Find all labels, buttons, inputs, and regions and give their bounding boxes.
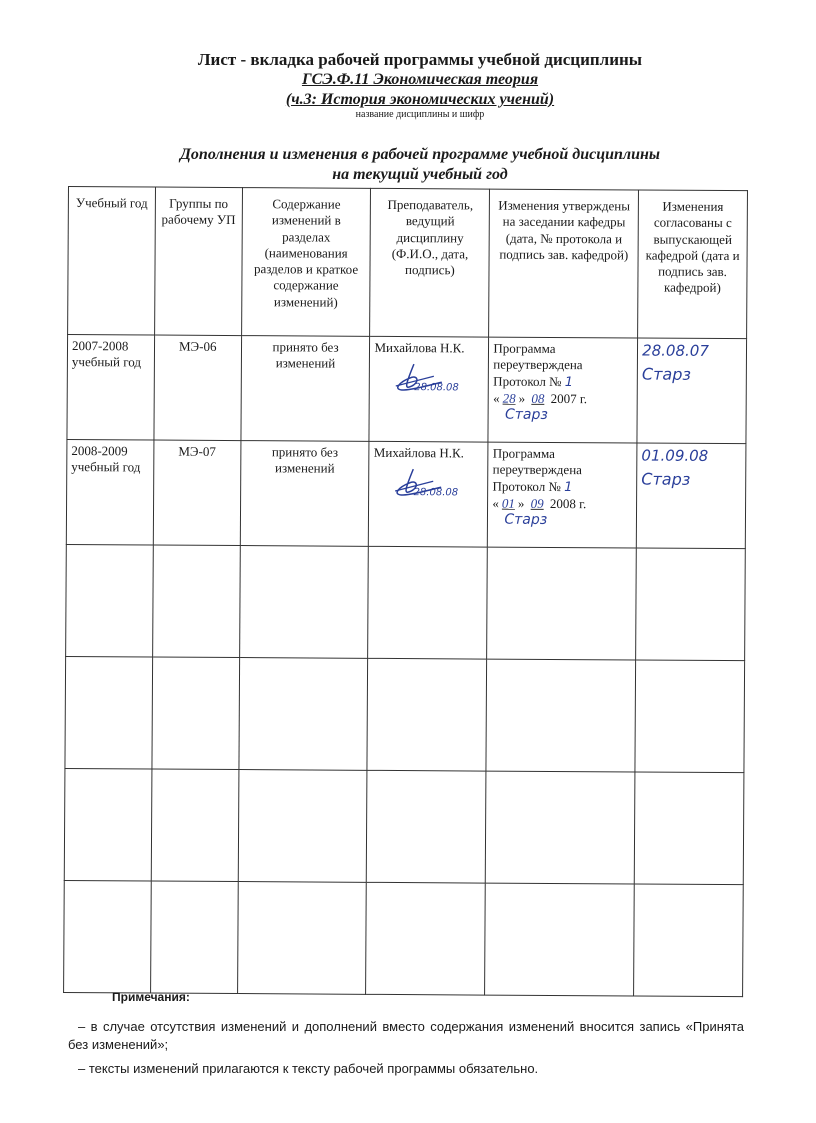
header-approval: Изменения утверждены на заседании кафедры (дата, № протокола и подпись зав. кафедрой) <box>489 189 639 338</box>
header-groups: Группы по рабочему УП <box>154 187 242 336</box>
approval-text: Программа переутверждена <box>492 445 582 478</box>
table-row-empty <box>66 544 746 660</box>
empty-cell <box>486 659 635 772</box>
agreement-date: 01.09.08 <box>641 446 709 465</box>
discipline-code <box>120 71 720 89</box>
empty-cell <box>237 882 366 995</box>
discipline-part-text: (ч.3: История экономических учений) <box>285 91 555 108</box>
empty-cell <box>152 657 240 770</box>
teacher-name: Михайлова Н.К. <box>373 444 464 461</box>
changes-table <box>63 186 748 997</box>
empty-cell <box>487 547 636 660</box>
table-row-empty <box>64 880 744 996</box>
cell-year: 2008-2009 учебный год <box>66 439 153 545</box>
doc-title: Лист - вкладка рабочей программы учебной дисциплины <box>197 50 643 69</box>
empty-cell <box>368 546 488 659</box>
approval-signature: Старз <box>504 406 548 423</box>
protocol-year: 2007 г. <box>550 390 588 406</box>
empty-cell <box>367 658 487 771</box>
protocol-date: « 01 » 09 2008 г. <box>492 495 587 511</box>
section-subtitle: на текущий учебный год <box>332 166 508 183</box>
agreement-date: 28.08.07 <box>642 341 709 360</box>
protocol-number: 1 <box>564 374 574 390</box>
cell-teacher <box>369 441 489 547</box>
header-teacher: Преподаватель, ведущий дисциплину (Ф.И.О., дата, подпись) <box>370 188 490 337</box>
empty-cell <box>238 770 367 883</box>
note-item: – в случае отсутствия изменений и дополнений вместо содержания изменений вносится запись «Принята без изменений»; <box>68 1019 744 1052</box>
cell-year: 2007-2008 учебный год <box>67 335 154 441</box>
empty-cell <box>65 656 153 769</box>
cell-agreement <box>636 443 746 549</box>
cell-approval <box>488 442 637 548</box>
notes-title: Примечания: <box>112 990 190 1004</box>
header-content: Содержание изменений в разделах (наименования разделов и краткое содержание изменений) <box>241 188 371 337</box>
teacher-signature <box>374 461 484 502</box>
agreement-signature: Старз <box>641 364 691 384</box>
protocol-month: 08 <box>531 390 545 406</box>
empty-cell <box>636 548 746 661</box>
approval-signature: Старз <box>504 511 548 528</box>
protocol-month: 09 <box>530 495 544 511</box>
cell-content: принято без изменений <box>241 336 370 442</box>
approval-text: Программа переутверждена <box>493 340 583 373</box>
empty-cell <box>635 660 745 773</box>
discipline-code-text: ГСЭ.Ф.11 Экономическая теория <box>301 71 539 88</box>
teacher-date: 28.08.08 <box>414 382 459 394</box>
protocol-label: Протокол № <box>492 478 561 494</box>
cell-group: МЭ-06 <box>154 335 241 441</box>
cell-teacher <box>369 336 489 442</box>
cell-approval <box>488 337 637 443</box>
teacher-signature <box>374 356 484 397</box>
empty-cell <box>152 545 240 658</box>
table-row <box>66 439 746 548</box>
empty-cell <box>64 880 152 993</box>
protocol-year: 2008 г. <box>549 495 587 511</box>
empty-cell <box>366 882 486 995</box>
header-year: Учебный год <box>68 187 156 336</box>
table-row-empty <box>64 768 744 884</box>
teacher-name: Михайлова Н.К. <box>374 339 465 356</box>
note-item: – тексты изменений прилагаются к тексту рабочей программы обязательно. <box>78 1061 539 1076</box>
protocol-number: 1 <box>564 479 573 495</box>
protocol-day: 28 <box>502 390 516 406</box>
protocol-line <box>493 478 633 496</box>
discipline-part <box>120 91 720 109</box>
header-agreement: Изменения согласованы с выпускающей кафедрой (дата и подпись зав. кафедрой) <box>638 190 748 339</box>
empty-cell <box>486 771 635 884</box>
table-row-empty <box>65 656 745 772</box>
table-header-row <box>68 187 748 339</box>
empty-cell <box>239 658 368 771</box>
protocol-day: 01 <box>501 495 516 511</box>
section-title: Дополнения и изменения в рабочей программе учебной дисциплины <box>180 146 660 163</box>
empty-cell <box>151 769 239 882</box>
cell-content: принято без изменений <box>240 441 369 547</box>
discipline-caption: название дисциплины и шифр <box>355 109 485 120</box>
agreement-signature: Старз <box>641 469 691 489</box>
empty-cell <box>64 768 152 881</box>
empty-cell <box>634 772 744 885</box>
empty-cell <box>239 546 368 659</box>
empty-cell <box>66 544 154 657</box>
teacher-date: 28.08.08 <box>413 487 459 499</box>
cell-group: МЭ-07 <box>153 440 240 546</box>
protocol-label: Протокол № <box>493 373 562 389</box>
protocol-date: « 28 » 08 2007 г. <box>493 390 588 406</box>
empty-cell <box>367 770 487 883</box>
protocol-line <box>493 373 633 391</box>
cell-agreement <box>637 338 747 444</box>
empty-cell <box>150 881 238 994</box>
empty-cell <box>634 884 744 997</box>
table-row <box>67 335 747 444</box>
empty-cell <box>485 883 634 996</box>
